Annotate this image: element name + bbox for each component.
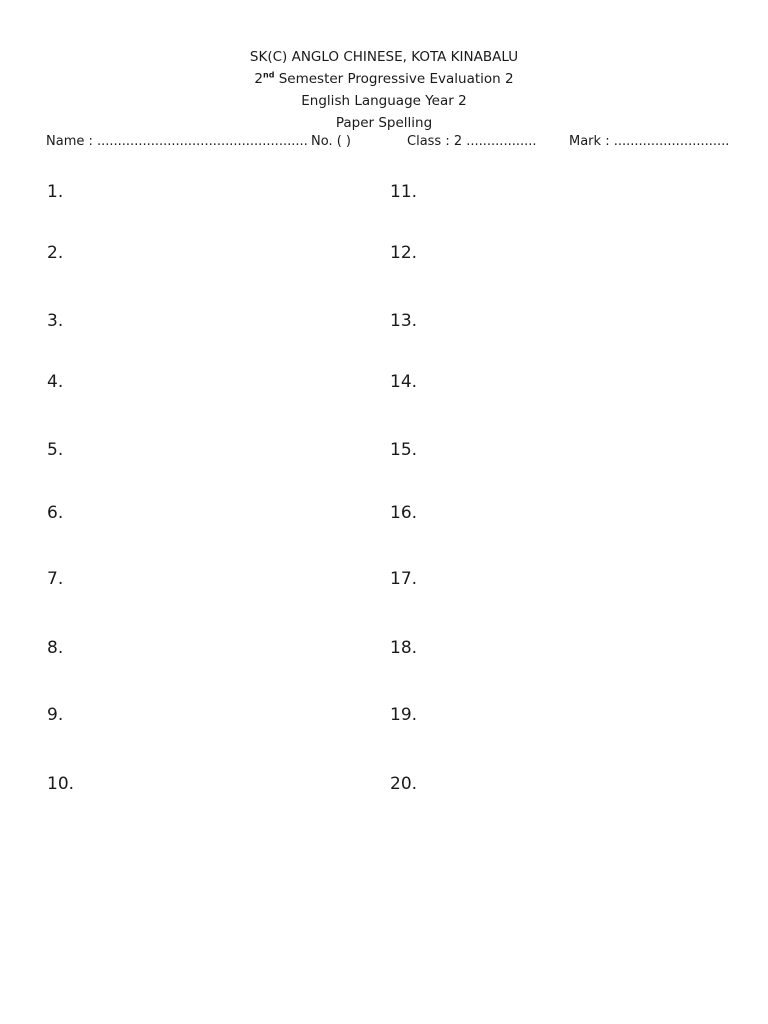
- class-field: Class : 2 .................: [407, 134, 537, 149]
- name-field: Name : ...................................................: [46, 134, 308, 149]
- answer-number: 13.: [390, 311, 418, 331]
- number-field: No. ( ): [311, 134, 351, 149]
- semester-text: Semester Progressive Evaluation 2: [274, 71, 514, 87]
- school-name: SK(C) ANGLO CHINESE, KOTA KINABALU: [249, 49, 519, 65]
- answer-number: 4.: [47, 372, 64, 392]
- answer-number: 3.: [47, 311, 64, 331]
- answer-number: 17.: [390, 569, 418, 589]
- header-block: [0, 46, 768, 134]
- answer-number: 6.: [47, 503, 64, 523]
- answer-number: 10.: [47, 774, 75, 794]
- answer-number: 1.: [47, 182, 64, 202]
- semester-number: 2: [254, 71, 263, 87]
- subject-title: English Language Year 2: [301, 93, 467, 109]
- semester-ordinal: nd: [263, 70, 275, 80]
- answer-number: 18.: [390, 638, 418, 658]
- answer-number: 8.: [47, 638, 64, 658]
- semester-title: [0, 68, 768, 90]
- answer-number: 14.: [390, 372, 418, 392]
- paper-title: Paper Spelling: [335, 115, 433, 131]
- answer-number: 9.: [47, 705, 64, 725]
- answer-number: 15.: [390, 440, 418, 460]
- answer-number: 20.: [390, 774, 418, 794]
- answer-number: 19.: [390, 705, 418, 725]
- answer-number: 12.: [390, 243, 418, 263]
- answer-number: 5.: [47, 440, 64, 460]
- answer-number: 11.: [390, 182, 418, 202]
- answer-number: 7.: [47, 569, 64, 589]
- answer-number: 2.: [47, 243, 64, 263]
- answer-number: 16.: [390, 503, 418, 523]
- mark-field: Mark : ............................: [569, 134, 730, 149]
